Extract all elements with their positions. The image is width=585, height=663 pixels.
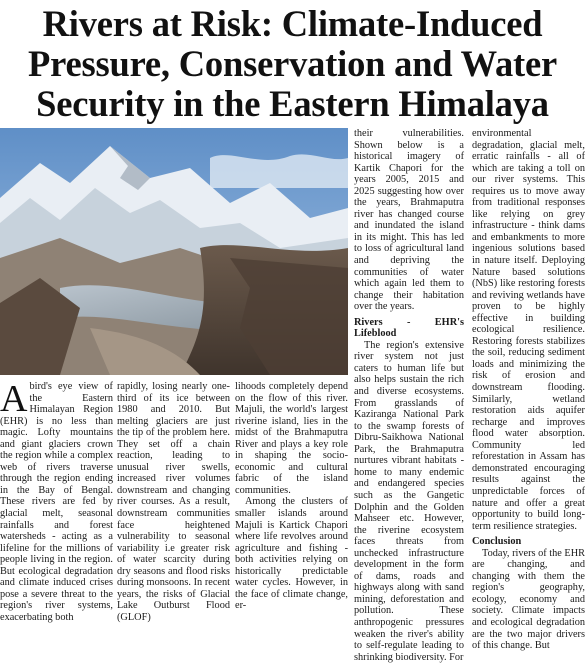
paragraph: Among the clusters of smaller islands around Majuli is Kartick Chapori where life revolves around agriculture and fishing - both activities relying on historically predictable water cycles. However, in the face of climate change, er-: [235, 496, 348, 612]
headline: [0, 0, 585, 124]
paragraph: rapidly, losing nearly one-third of its ice between 1980 and 2010. But melting glaciers are just the tip of the problem here. They set off a chain reaction, leading to unusual river swells, increased river volumes downstream and changing river courses. As a result, downstream communities face heightened vulnerability to seasonal variability i.e greater risk of water scarcity during dry seasons and flood risks during monsoons. In recent years, the risks of Glacial Lake Outburst Flood (GLOF): [117, 381, 230, 623]
dropcap: A: [0, 378, 28, 420]
section-heading: Conclusion: [472, 536, 522, 548]
paragraph: lihoods completely depend on the flow of this river. Majuli, the world's largest riverine island, lies in the midst of the Brahmaputra River and plays a key role in shaping the socio-economic and cultural fabric of the island communities.: [235, 381, 348, 496]
headline-line-3: Security in the Eastern Himalaya: [36, 83, 549, 124]
paragraph-intro: [0, 378, 113, 623]
headline-line-1: Rivers at Risk: Climate-Induced: [42, 3, 543, 44]
article-column-4: [354, 128, 464, 663]
himalaya-photo: [0, 128, 348, 375]
article-column-3: [235, 381, 348, 612]
paragraph: Today, rivers of the EHR are changing, and changing with them the region's geography, ecology, economy and society. Climate impacts and ecological degradation are the two major drivers of this change. But: [472, 547, 585, 652]
himalaya-photo-illustration: [0, 128, 348, 375]
paragraph: The region's extensive river system not just caters to human life but also helps sustain the rich and diverse ecosystems. From grasslands of Kaziranga National Park to the swamp forests of Dibru-Saikhowa National Park, the Brahmaputra nurtures vibrant habitats - home to many endemic and endangered species such as the Gangetic Dolphin and the Golden Mahseer etc. However, the riverine ecosystem faces threats from unchecked infrastructure development in the form of dams, roads and highways along with sand mining, deforestation and pollution. These anthropogenic pressures weaken the river's ability to self-regulate leading to shrinking biodiversity. For: [354, 339, 464, 663]
paragraph-intro-text: bird's eye view of the Eastern Himalayan Region (EHR) is no less than magic. Lofty mountains and giant glaciers crown the region while a complex web of rivers traverse through the region ending in the Bay of Bengal. These rivers are fed by glacial melt, seasonal rainfalls and forest watersheds - acting as a lifeline for the millions of people living in the region. But ecological degradation and climate induced crises pose a severe threat to the region's river systems, exacerbating both: [0, 381, 113, 623]
section-heading: Rivers - EHR's Lifeblood: [354, 316, 464, 340]
article-column-2: [117, 381, 230, 623]
article-column-1: [0, 378, 113, 623]
paragraph: environmental degradation, glacial melt, erratic rainfalls - all of which are taking a toll on our river systems. This requires us to move away from traditional responses like relying on grey infrastructure - think dams and embankments to more ingenious solutions based in nature itself. Deploying Nature based solutions (NbS) like restoring forests and reviving wetlands have proven to be highly effective in building ecological resilience. Restoring forests stabilizes the soil, reducing sediment loads and minimizing the risk of erosion and downstream flooding. Similarly, wetland restoration aids aquifer recharge and improves flood water absorption. Community led reforestation in Assam has demonstrated encouraging results against the unpredictable forces of nature and offer a great opportunity to build long-term resilience strategies.: [472, 128, 585, 532]
headline-line-2: Pressure, Conservation and Water: [28, 43, 557, 84]
paragraph: their vulnerabilities. Shown below is a historical imagery of Kartik Chapori for the years 2005, 2015 and 2025 suggesting how over the years, Brahmaputra river has changed course and inundated the island in its might. This has led to loss of agricultural land and depriving the communities of water which again led them to change their habitation over the years.: [354, 128, 464, 313]
article-column-5: [472, 128, 585, 652]
